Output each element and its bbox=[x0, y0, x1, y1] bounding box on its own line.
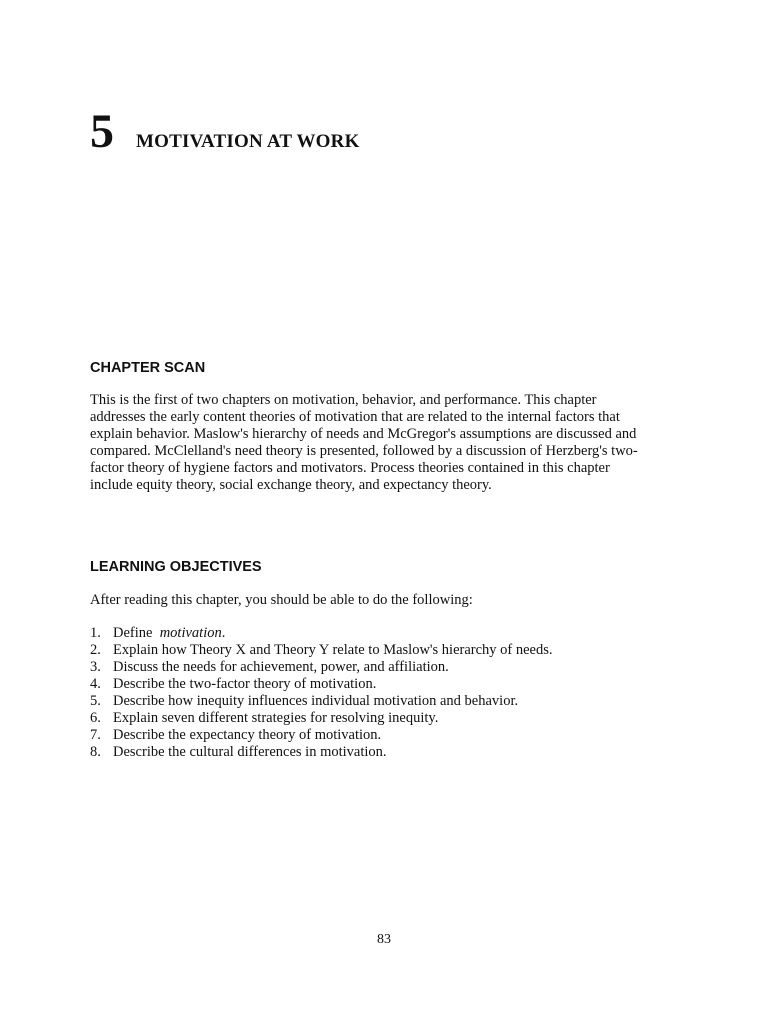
objective-text: Describe how inequity influences individual motivation and behavior. bbox=[113, 693, 519, 709]
learning-objectives-list bbox=[90, 625, 553, 761]
objective-number: 1. bbox=[90, 625, 101, 641]
chapter-scan-paragraph bbox=[90, 392, 690, 494]
paragraph-line: explain behavior. Maslow's hierarchy of needs and McGregor's assumptions are discussed and bbox=[90, 426, 637, 442]
objective-item bbox=[90, 642, 553, 659]
objective-text: Discuss the needs for achievement, power, and affiliation. bbox=[113, 659, 449, 675]
objective-text: Describe the expectancy theory of motivation. bbox=[113, 727, 382, 743]
objective-number: 5. bbox=[90, 693, 101, 709]
objective-item bbox=[90, 744, 553, 761]
objective-text: Define motivation. bbox=[113, 625, 226, 641]
paragraph-line: include equity theory, social exchange theory, and expectancy theory. bbox=[90, 477, 492, 493]
objective-term: motivation bbox=[159, 625, 222, 641]
chapter-title: MOTIVATION AT WORK bbox=[136, 131, 360, 152]
objective-item bbox=[90, 693, 553, 710]
objective-number: 2. bbox=[90, 642, 101, 658]
objective-text: Explain seven different strategies for resolving inequity. bbox=[113, 710, 439, 726]
objective-number: 3. bbox=[90, 659, 101, 675]
objective-item bbox=[90, 625, 553, 642]
paragraph-line: factor theory of hygiene factors and motivators. Process theories contained in this chapter bbox=[90, 460, 610, 476]
paragraph-line: This is the first of two chapters on motivation, behavior, and performance. This chapter bbox=[90, 392, 597, 408]
objective-item bbox=[90, 710, 553, 727]
paragraph-line: addresses the early content theories of motivation that are related to the internal factors that bbox=[90, 409, 620, 425]
objective-number: 6. bbox=[90, 710, 101, 726]
objective-number: 8. bbox=[90, 744, 101, 760]
learning-objectives-intro: After reading this chapter, you should be able to do the following: bbox=[90, 592, 473, 608]
objective-text: Explain how Theory X and Theory Y relate to Maslow's hierarchy of needs. bbox=[113, 642, 553, 658]
objective-item bbox=[90, 676, 553, 693]
objective-item bbox=[90, 727, 553, 744]
objective-number: 7. bbox=[90, 727, 101, 743]
paragraph-line: compared. McClelland's need theory is presented, followed by a discussion of Herzberg's two- bbox=[90, 443, 638, 459]
objective-item bbox=[90, 659, 553, 676]
learning-objectives-heading: LEARNING OBJECTIVES bbox=[90, 559, 262, 575]
objective-text: Describe the cultural differences in motivation. bbox=[113, 744, 387, 760]
objective-number: 4. bbox=[90, 676, 101, 692]
chapter-number: 5 bbox=[90, 105, 114, 158]
objective-text: Describe the two-factor theory of motivation. bbox=[113, 676, 377, 692]
page-number: 83 bbox=[377, 932, 391, 947]
chapter-scan-heading: CHAPTER SCAN bbox=[90, 360, 206, 376]
